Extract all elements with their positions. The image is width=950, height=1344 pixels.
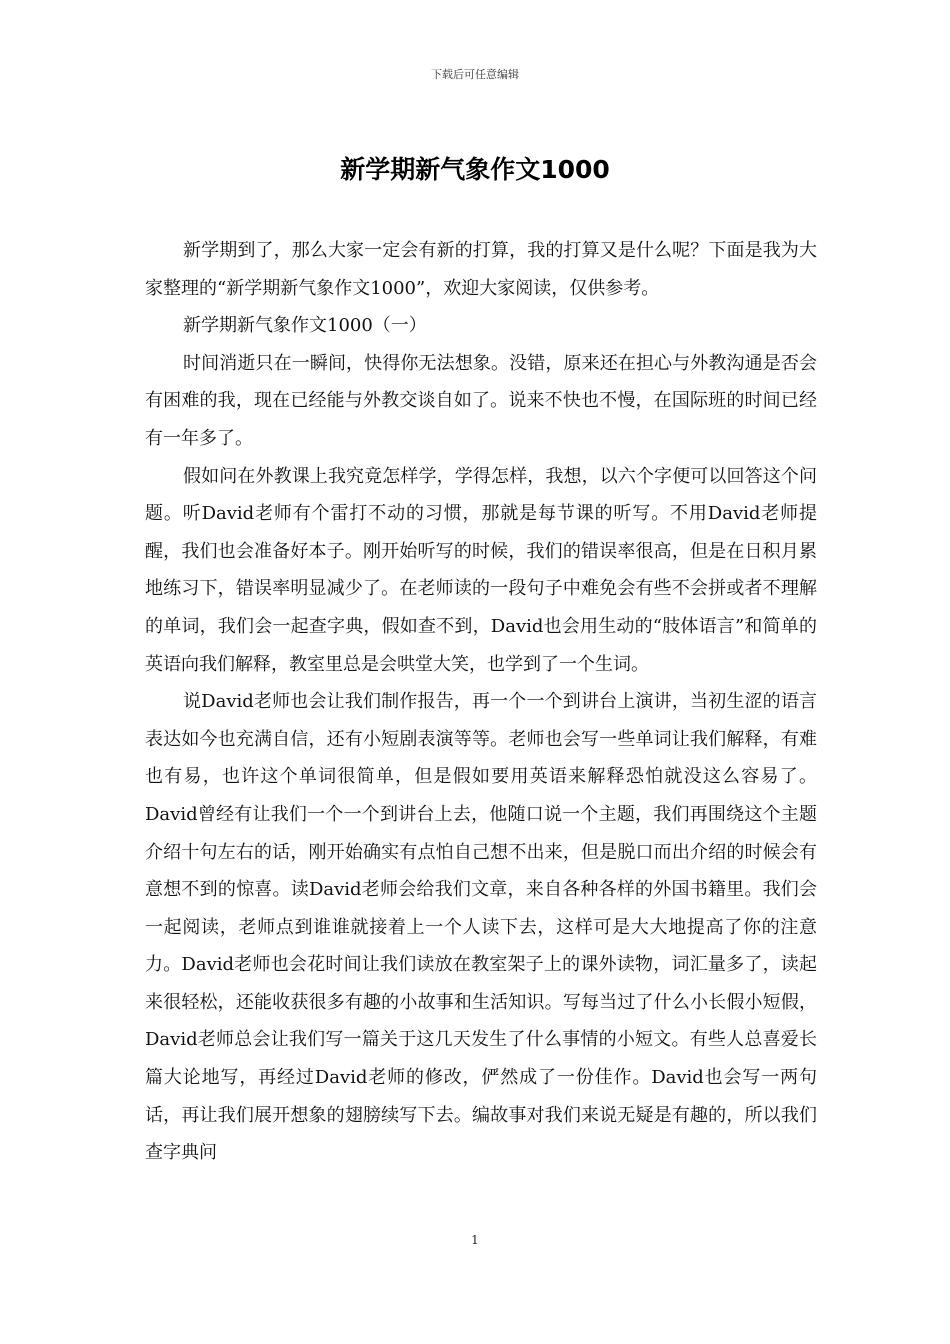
- paragraph: 假如问在外教课上我究竟怎样学，学得怎样，我想，以六个字便可以回答这个问题。听David老师有个雷打不动的习惯，那就是每节课的听写。不用David老师提醒，我们也会准备好本子。刚开始听写的时候，我们的错误率很高，但是在日积月累地练习下，错误率明显减少了。在老师读的一段句子中难免会有些不会拼或者不理解的单词，我们会一起查字典，假如查不到，David也会用生动的“肢体语言”和简单的英语向我们解释，教室里总是会哄堂大笑，也学到了一个生词。: [145, 465, 817, 675]
- paragraph-intro: 新学期到了，那么大家一定会有新的打算，我的打算又是什么呢？下面是我为大家整理的“新学期新气象作文1000”，欢迎大家阅读，仅供参考。: [145, 240, 817, 299]
- page-number: 1: [471, 1233, 479, 1247]
- document-body: [145, 232, 817, 1172]
- paragraph: 说David老师也会让我们制作报告，再一个一个到讲台上演讲，当初生涩的语言表达如今也充满自信，还有小短剧表演等等。老师也会写一些单词让我们解释，有难也有易，也许这个单词很简单，但是假如要用英语来解释恐怕就没这么容易了。David曾经有让我们一个一个到讲台上去，他随口说一个主题，我们再围绕这个主题介绍十句左右的话，刚开始确实有点怕自己想不出来，但是脱口而出介绍的时候会有意想不到的惊喜。读David老师会给我们文章，来自各种各样的外国书籍里。我们会一起阅读，老师点到谁谁就接着上一个人读下去，这样可是大大地提高了你的注意力。David老师也会花时间让我们读放在教室架子上的课外读物，词汇量多了，读起来很轻松，还能收获很多有趣的小故事和生活知识。写每当过了什么小长假小短假，David老师总会让我们写一篇关于这几天发生了什么事情的小短文。有些人总喜爱长篇大论地写，再经过David老师的修改，俨然成了一份佳作。David也会写一两句话，再让我们展开想象的翅膀续写下去。编故事对我们来说无疑是有趣的，所以我们查字典问: [145, 691, 817, 1164]
- page-header: 下载后可任意编辑: [431, 68, 519, 81]
- document-title: 新学期新气象作文1000: [340, 155, 610, 184]
- paragraph: 时间消逝只在一瞬间，快得你无法想象。没错，原来还在担心与外教沟通是否会有困难的我，现在已经能与外教交谈自如了。说来不快也不慢，在国际班的时间已经有一年多了。: [145, 352, 817, 449]
- section-heading: 新学期新气象作文1000（一）: [183, 315, 427, 337]
